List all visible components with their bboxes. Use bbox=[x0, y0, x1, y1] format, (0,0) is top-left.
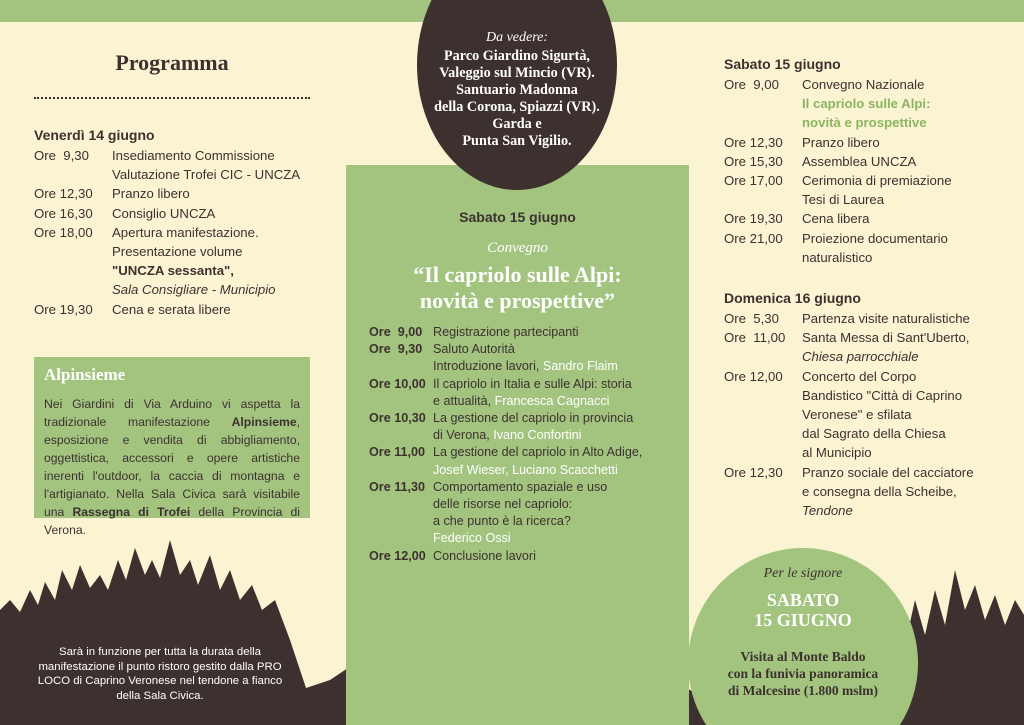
program-title: Programma bbox=[115, 50, 229, 75]
schedule-row: Ore 12,00 Concerto del Corpo Bandistico "Città di Caprino Veronese" e sfilata dal Sagrato della Chiesa al Municipio bbox=[724, 368, 963, 461]
schedule-row: Ore 9,30 Saluto Autorità Introduzione lavori, Sandro Flaim bbox=[369, 342, 618, 374]
alpinsieme-text: Nei Giardini di Via Arduino vi aspetta la tradizionale manifestazione Alpinsieme, esposizione e vendita di abbigliamento, oggettistica, accessori e opere artistiche inerenti l'outdoor, la caccia di montagna e l'artigianato. Nella Sala Civica sarà visitabile una Rassegna di Trofei della Provincia di Verona. bbox=[44, 397, 300, 537]
schedule-row: Ore 21,00 Proiezione documentario naturalistico bbox=[724, 230, 948, 265]
per-le-signore-label: Per le signore bbox=[763, 566, 843, 581]
saturday-heading: Sabato 15 giugno bbox=[724, 56, 841, 72]
schedule-row: Ore 5,30 Partenza visite naturalistiche bbox=[724, 311, 970, 326]
friday-schedule bbox=[34, 146, 314, 319]
schedule-row: Ore 19,30 Cena e serata libere bbox=[34, 301, 231, 317]
schedule-row: Ore 19,30 Cena libera bbox=[724, 211, 870, 227]
schedule-row: Ore 9,00 Registrazione partecipanti bbox=[369, 325, 579, 339]
friday-heading: Venerdì 14 giugno bbox=[34, 127, 155, 143]
schedule-row: Ore 12,30 Pranzo libero bbox=[724, 134, 880, 150]
schedule-row: Ore 10,30 La gestione del capriolo in provincia di Verona, Ivano Confortini bbox=[369, 411, 634, 443]
saturday-schedule bbox=[724, 75, 1014, 267]
per-le-signore-circle bbox=[688, 548, 918, 725]
schedule-row: Ore 15,30 Assemblea UNCZA bbox=[724, 153, 917, 169]
schedule-row: Ore 9,30 Insediamento Commissione Valutazione Trofei CIC - UNCZA bbox=[34, 148, 301, 183]
alpinsieme-title: Alpinsieme bbox=[44, 365, 126, 384]
convegno-schedule bbox=[369, 324, 669, 565]
schedule-row: Ore 10,00 Il capriolo in Italia e sulle Alpi: storia e attualità, Francesca Cagnacci bbox=[369, 376, 632, 408]
schedule-row: Ore 12,00 Conclusione lavori bbox=[369, 548, 536, 563]
da-vedere-text: Parco Giardino Sigurtà, Valeggio sul Mincio (VR). Santuario Madonna della Corona, Spiazzi (VR). Garda e Punta San Vigilio. bbox=[434, 48, 600, 149]
convegno-day: Sabato 15 giugno bbox=[459, 209, 576, 225]
da-vedere-label: Da vedere: bbox=[485, 30, 549, 45]
schedule-row: Ore 17,00 Cerimonia di premiazione Tesi di Laurea bbox=[724, 173, 952, 208]
schedule-row: Ore 11,00 Santa Messa di Sant'Uberto, Chiesa parrocchiale bbox=[724, 330, 970, 365]
per-le-signore-date: SABATO 15 GIUGNO bbox=[754, 590, 852, 630]
schedule-row: Ore 9,00 Convegno Nazionale Il capriolo sulle Alpi: novità e prospettive bbox=[724, 77, 931, 131]
convegno-label: Convegno bbox=[487, 240, 548, 256]
footer-note: Sarà in funzione per tutta la durata della manifestazione il punto ristoro gestito dalla PRO LOCO di Caprino Veronese nel tendone a fianco della Sala Civica. bbox=[37, 646, 283, 702]
schedule-row: Ore 11,00 La gestione del capriolo in Alto Adige, Josef Wieser, Luciano Scacchetti bbox=[369, 445, 643, 477]
schedule-row: Ore 12,30 Pranzo sociale del cacciatore e consegna della Scheibe, Tendone bbox=[724, 464, 974, 519]
schedule-row: Ore 12,30 Pranzo libero bbox=[34, 186, 190, 202]
convegno-title: “Il capriolo sulle Alpi: novità e prospettive” bbox=[413, 262, 622, 313]
alpinsieme-box bbox=[34, 357, 310, 537]
per-le-signore-text: Visita al Monte Baldo con la funivia panoramica di Malcesine (1.800 mslm) bbox=[727, 649, 879, 698]
sunday-schedule bbox=[724, 309, 1014, 520]
schedule-row: Ore 18,00 Apertura manifestazione. Presentazione volume "UNCZA sessanta", Sala Consigliare - Municipio bbox=[34, 224, 276, 298]
schedule-row: Ore 16,30 Consiglio UNCZA bbox=[34, 205, 216, 221]
sunday-heading: Domenica 16 giugno bbox=[724, 290, 861, 306]
dotted-divider bbox=[34, 97, 310, 99]
schedule-row: Ore 11,30 Comportamento spaziale e uso delle risorse nel capriolo: a che punto è la ricerca? Federico Ossi bbox=[369, 479, 608, 546]
